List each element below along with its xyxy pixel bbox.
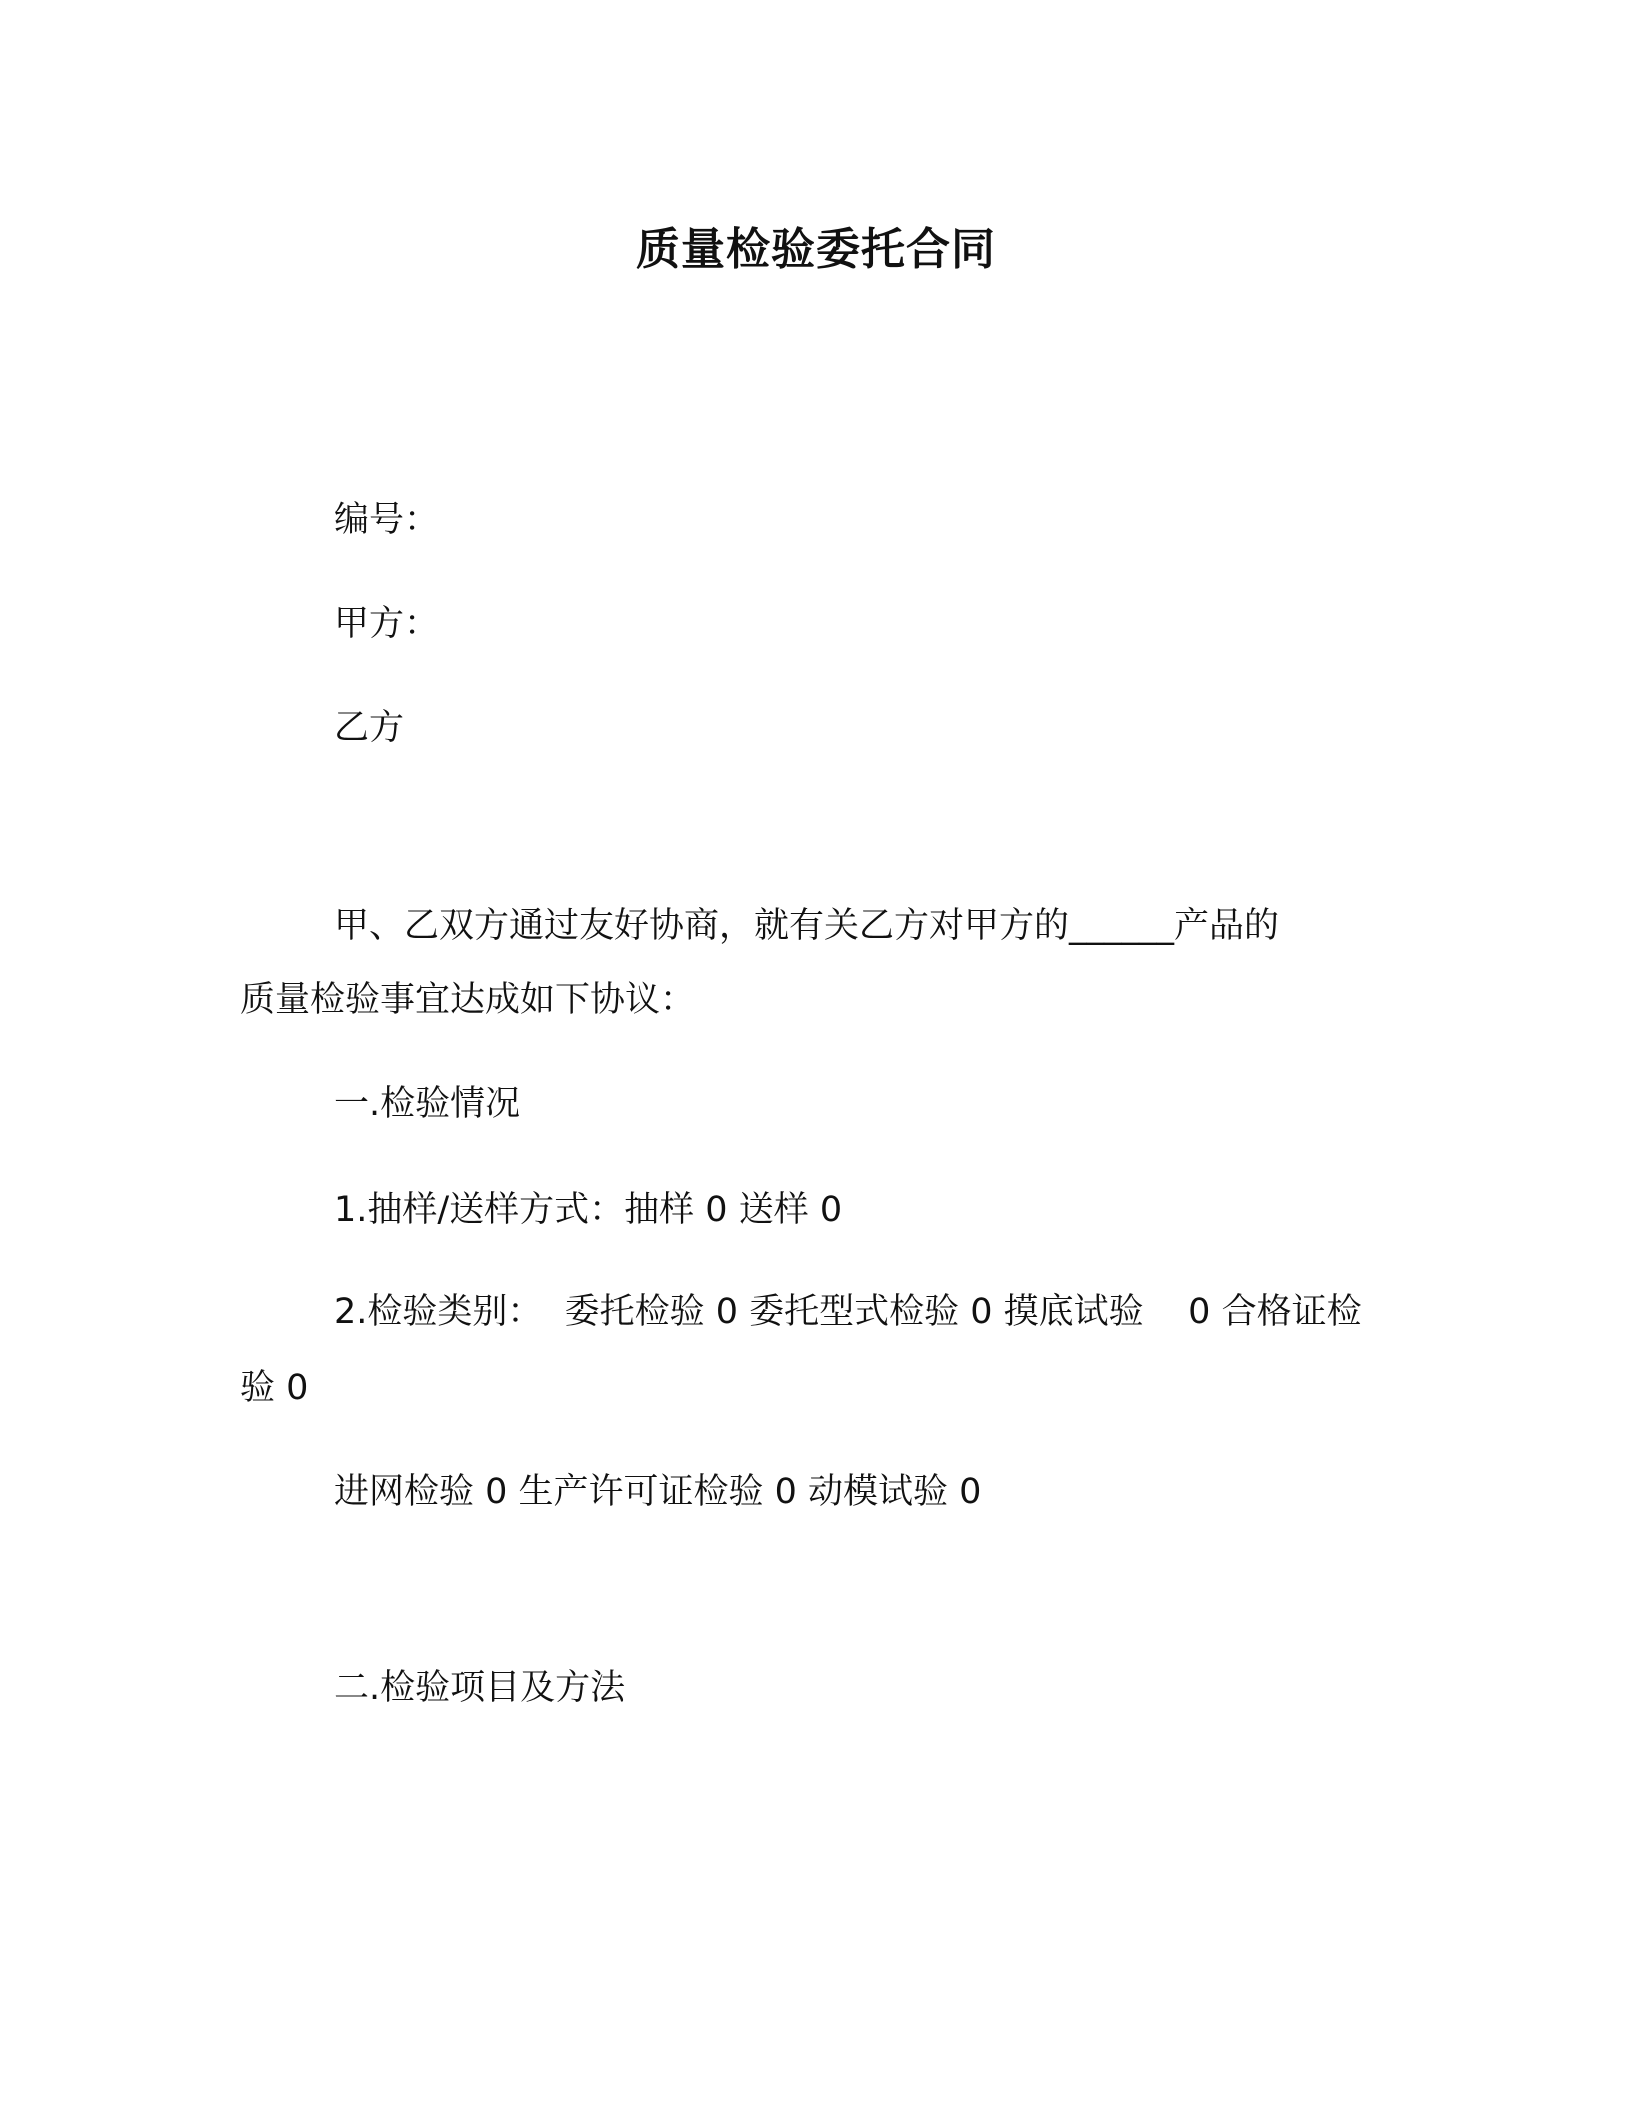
number-field-label: 编号：	[334, 500, 440, 540]
section-1-item-2-line-1: 2.检验类别： 委托检验 0 委托型式检验 0 摸底试验 0 合格证检	[334, 1292, 1362, 1332]
intro-line-1: 甲、乙双方通过友好协商，就有关乙方对甲方的______产品的	[334, 906, 1280, 946]
document-title: 质量检验委托合同	[636, 224, 996, 275]
section-1-heading: 一.检验情况	[334, 1084, 521, 1124]
party-a-field-label: 甲方：	[334, 604, 440, 644]
section-1-item-2-line-3: 进网检验 0 生产许可证检验 0 动模试验 0	[334, 1472, 982, 1512]
section-1-item-2-line-2: 验 0	[240, 1368, 309, 1408]
intro-line-2: 质量检验事宜达成如下协议：	[240, 980, 696, 1020]
section-1-item-1: 1.抽样/送样方式：抽样 0 送样 0	[334, 1190, 843, 1230]
section-2-heading: 二.检验项目及方法	[334, 1668, 626, 1708]
party-b-field-label: 乙方	[334, 708, 405, 748]
